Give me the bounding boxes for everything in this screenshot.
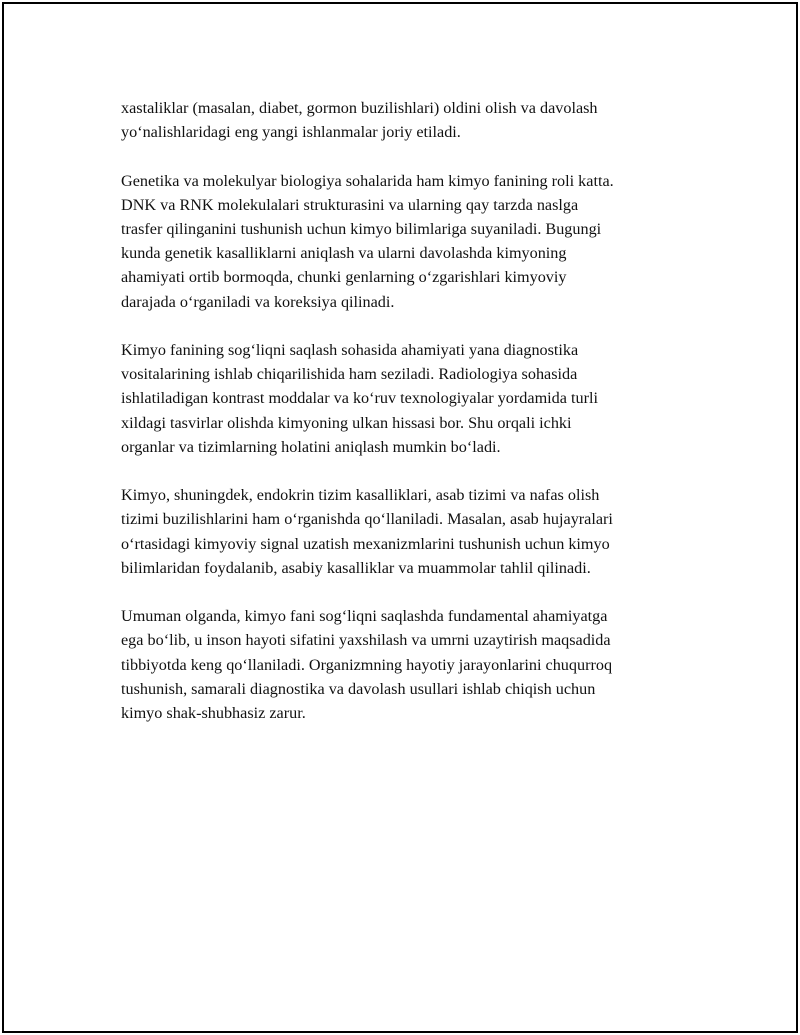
text-line: darajada o‘rganiladi va koreksiya qilinadi.	[121, 292, 395, 311]
document-page	[2, 2, 798, 1033]
text-line: yo‘nalishlaridagi eng yangi ishlanmalar joriy etiladi.	[121, 123, 461, 142]
text-line: ishlatiladigan kontrast moddalar va ko‘ruv texnologiyalar yordamida turli	[121, 389, 598, 408]
text-line: DNK va RNK molekulalari strukturasini va ularning qay tarzda naslga	[121, 195, 579, 214]
text-line: xastaliklar (masalan, diabet, gormon buzilishlari) oldini olish va davolash	[121, 99, 598, 117]
text-line: ahamiyati ortib bormoqda, chunki genlarning o‘zgarishlari kimyoviy	[121, 268, 567, 287]
paragraph-3	[121, 338, 691, 459]
paragraph-5	[121, 604, 691, 725]
text-line: o‘rtasidagi kimyoviy signal uzatish mexanizmlarini tushunish uchun kimyo	[121, 534, 610, 553]
text-line: tushunish, samarali diagnostika va davolash usullari ishlab chiqish uchun	[121, 679, 596, 698]
document-body	[121, 96, 691, 749]
text-line: xildagi tasvirlar olishda kimyoning ulkan hissasi bor. Shu orqali ichki	[121, 413, 572, 432]
text-line: kimyo shak-shubhasiz zarur.	[121, 704, 306, 723]
text-line: trasfer qilinganini tushunish uchun kimyo bilimlariga suyaniladi. Bugungi	[121, 220, 602, 238]
text-line: Umuman olganda, kimyo fani sog‘liqni saqlashda fundamental ahamiyatga	[121, 607, 608, 626]
text-line: ega bo‘lib, u inson hayoti sifatini yaxshilash va umrni uzaytirish maqsadida	[121, 631, 611, 650]
text-line: tizimi buzilishlarini ham o‘rganishda qo‘llaniladi. Masalan, asab hujayralari	[121, 510, 613, 529]
paragraph-2	[121, 169, 691, 314]
text-line: organlar va tizimlarning holatini aniqlash mumkin bo‘ladi.	[121, 437, 501, 456]
text-line: Kimyo fanining sog‘liqni saqlash sohasida ahamiyati yana diagnostika	[121, 341, 579, 359]
text-line: Kimyo, shuningdek, endokrin tizim kasalliklari, asab tizimi va nafas olish	[121, 486, 600, 505]
text-line: Genetika va molekulyar biologiya sohalarida ham kimyo fanining roli katta.	[121, 171, 614, 190]
paragraph-4	[121, 483, 691, 580]
text-line: bilimlaridan foydalanib, asabiy kasalliklar va muammolar tahlil qilinadi.	[121, 558, 591, 577]
text-line: vositalarining ishlab chiqarilishida ham seziladi. Radiologiya sohasida	[121, 365, 578, 384]
paragraph-1	[121, 96, 691, 144]
text-line: tibbiyotda keng qo‘llaniladi. Organizmning hayotiy jarayonlarini chuqurroq	[121, 655, 613, 674]
text-line: kunda genetik kasalliklarni aniqlash va ularni davolashda kimyoning	[121, 244, 567, 263]
